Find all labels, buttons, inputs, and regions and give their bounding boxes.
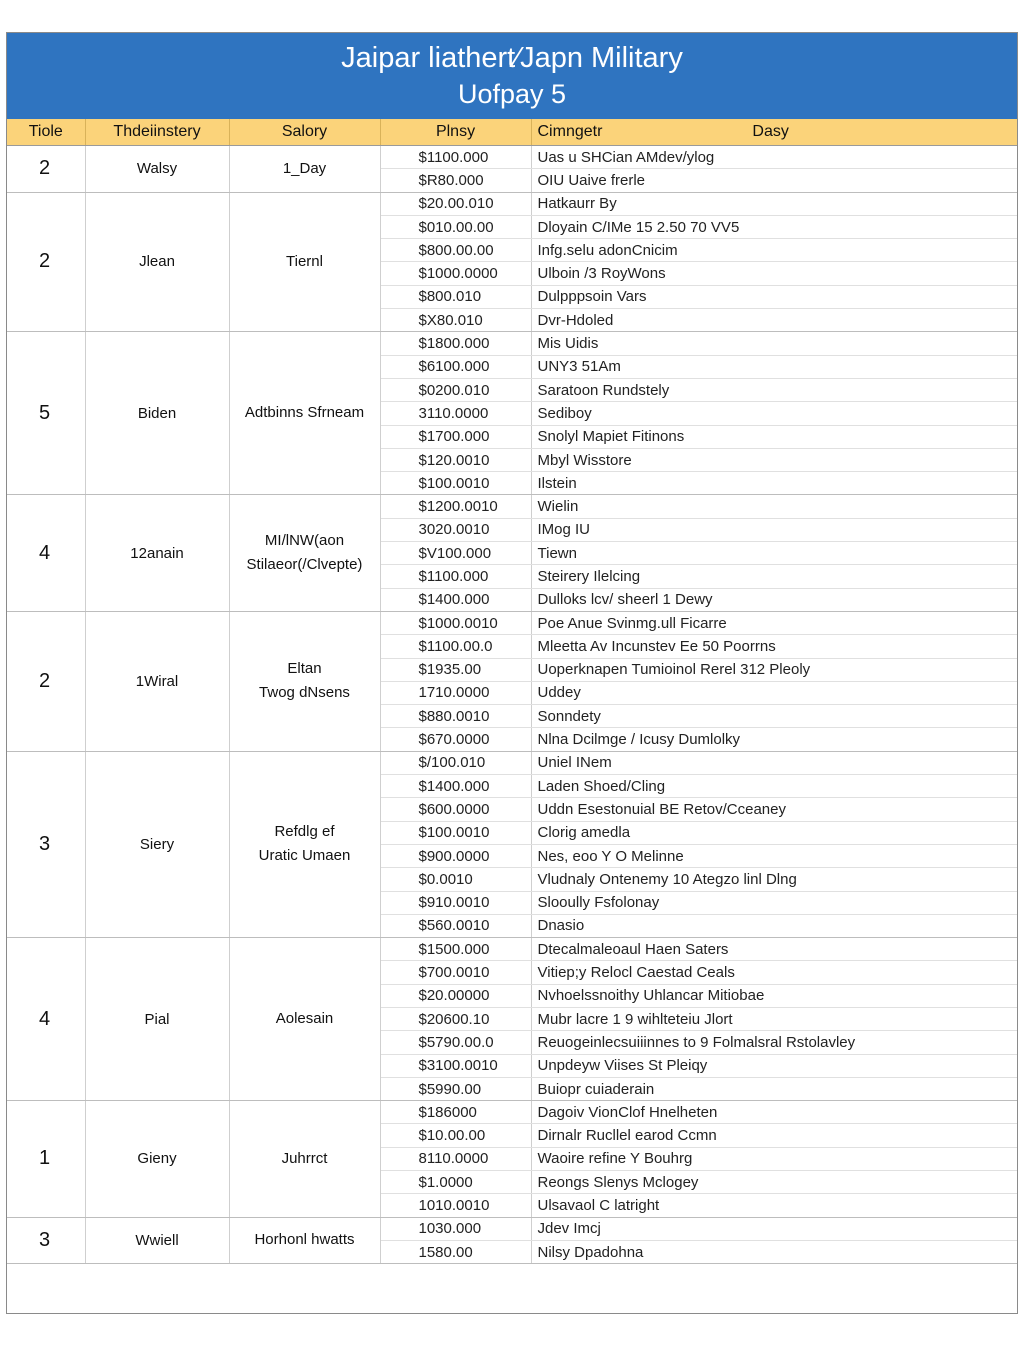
pay-cell: 3020.0010: [380, 518, 531, 541]
pay-cell: $120.0010: [380, 448, 531, 471]
change-cell: Ilstein: [531, 472, 1017, 495]
table-row: [7, 495, 1017, 518]
pay-sheet: [6, 32, 1018, 1314]
pay-cell: 8110.0000: [380, 1147, 531, 1170]
pay-cell: $20600.10: [380, 1007, 531, 1030]
header-rank: Tiole: [7, 119, 85, 146]
change-cell: Dtecalmaleoaul Haen Saters: [531, 938, 1017, 961]
salary-line: 1_Day: [282, 159, 327, 177]
pay-cell: $880.0010: [380, 705, 531, 728]
change-cell: Vludnaly Ontenemy 10 Ategzo linl Dlng: [531, 868, 1017, 891]
change-cell: Ulboin /3 RoyWons: [531, 262, 1017, 285]
salary-line: Tiernl: [286, 252, 323, 270]
pay-cell: $20.00.010: [380, 192, 531, 215]
nationality-cell: 12anain: [85, 495, 229, 611]
salary-cell: [229, 146, 380, 193]
pay-cell: $5790.00.0: [380, 1031, 531, 1054]
change-cell: Laden Shoed/Cling: [531, 775, 1017, 798]
change-cell: Nes, eoo Y O Melinne: [531, 844, 1017, 867]
nationality-cell: Jlean: [85, 192, 229, 332]
change-cell: Dulpppsoin Vars: [531, 285, 1017, 308]
salary-line: Refdlg ef: [274, 823, 335, 841]
salary-line: Uratic Umaen: [258, 847, 351, 865]
table-row: [7, 751, 1017, 774]
pay-cell: $20.00000: [380, 984, 531, 1007]
pay-cell: $700.0010: [380, 961, 531, 984]
change-cell: Nlna Dcilmge / Icusy Dumlolky: [531, 728, 1017, 751]
pay-cell: $670.0000: [380, 728, 531, 751]
pay-cell: 1030.000: [380, 1217, 531, 1240]
change-cell: IMog IU: [531, 518, 1017, 541]
pay-cell: $800.010: [380, 285, 531, 308]
change-cell: Wielin: [531, 495, 1017, 518]
pay-table: [7, 119, 1018, 1264]
change-cell: Uoperknapen Tumioinol Rerel 312 Pleoly: [531, 658, 1017, 681]
change-cell: Hatkaurr By: [531, 192, 1017, 215]
change-cell: Mleetta Av Incunstev Ee 50 Poorrns: [531, 635, 1017, 658]
pay-cell: $100.0010: [380, 821, 531, 844]
pay-cell: $3100.0010: [380, 1054, 531, 1077]
change-cell: Dnasio: [531, 914, 1017, 937]
pay-cell: 1580.00: [380, 1240, 531, 1263]
header-nationality: Thdeiinstery: [85, 119, 229, 146]
pay-cell: 1710.0000: [380, 681, 531, 704]
nationality-cell: Biden: [85, 332, 229, 495]
table-row: [7, 192, 1017, 215]
change-cell: Tiewn: [531, 542, 1017, 565]
change-cell: Waoire refine Y Bouhrg: [531, 1147, 1017, 1170]
change-cell: Uddey: [531, 681, 1017, 704]
header-day: Dasy: [752, 123, 789, 140]
salary-cell: [229, 938, 380, 1101]
change-cell: Infg.selu adonCnicim: [531, 239, 1017, 262]
salary-line: Aolesain: [275, 1010, 334, 1028]
pay-cell: 3110.0000: [380, 402, 531, 425]
salary-cell: [229, 1217, 380, 1264]
salary-cell: [229, 332, 380, 495]
salary-cell: [229, 611, 380, 751]
pay-cell: $900.0000: [380, 844, 531, 867]
table-row: [7, 1101, 1017, 1124]
pay-cell: $800.00.00: [380, 239, 531, 262]
pay-cell: $1800.000: [380, 332, 531, 355]
pay-cell: $560.0010: [380, 914, 531, 937]
pay-cell: $R80.000: [380, 169, 531, 192]
change-cell: Uas u SHCian AMdev/ylog: [531, 146, 1017, 169]
pay-cell: $V100.000: [380, 542, 531, 565]
nationality-cell: Gieny: [85, 1101, 229, 1217]
salary-line: Twog dNsens: [259, 684, 350, 702]
change-cell: Uddn Esestonuial BE Retov/Cceaney: [531, 798, 1017, 821]
pay-cell: $1100.000: [380, 565, 531, 588]
change-cell: Nvhoelssnoithy Uhlancar Mitiobae: [531, 984, 1017, 1007]
title-bar: [7, 33, 1017, 119]
change-cell: Dvr-Hdoled: [531, 309, 1017, 332]
change-cell: Sediboy: [531, 402, 1017, 425]
nationality-cell: Wwiell: [85, 1217, 229, 1264]
page-title: Jaipar liathert∕Japn Military: [341, 42, 683, 74]
pay-cell: $910.0010: [380, 891, 531, 914]
pay-cell: $1000.0010: [380, 611, 531, 634]
rank-cell: 3: [7, 1217, 85, 1264]
change-cell: Vitiep;y Relocl Caestad Ceals: [531, 961, 1017, 984]
pay-cell: $010.00.00: [380, 215, 531, 238]
rank-cell: 2: [7, 192, 85, 332]
change-cell: Dulloks lcv/ sheerl 1 Dewy: [531, 588, 1017, 611]
change-cell: Reongs Slenys Mclogey: [531, 1171, 1017, 1194]
pay-cell: $X80.010: [380, 309, 531, 332]
nationality-cell: Pial: [85, 938, 229, 1101]
pay-cell: $10.00.00: [380, 1124, 531, 1147]
salary-line: Horhonl hwatts: [254, 1231, 355, 1249]
pay-cell: $600.0000: [380, 798, 531, 821]
pay-cell: $1100.00.0: [380, 635, 531, 658]
pay-cell: $1000.0000: [380, 262, 531, 285]
rank-cell: 2: [7, 611, 85, 751]
change-cell: Dloyain C/IMe 15 2.50 70 VV5: [531, 215, 1017, 238]
change-cell: Mubr lacre 1 9 wihlteteiu Jlort: [531, 1007, 1017, 1030]
change-cell: Dagoiv VionClof Hnelheten: [531, 1101, 1017, 1124]
pay-cell: $6100.000: [380, 355, 531, 378]
header-changes: Cimngetr: [537, 123, 603, 140]
pay-cell: $186000: [380, 1101, 531, 1124]
change-cell: Reuogeinlecsuiiinnes to 9 Folmalsral Rstolavley: [531, 1031, 1017, 1054]
change-cell: Snolyl Mapiet Fitinons: [531, 425, 1017, 448]
pay-cell: 1010.0010: [380, 1194, 531, 1217]
page-subtitle: Uofpay 5: [457, 79, 567, 109]
pay-cell: $1400.000: [380, 588, 531, 611]
pay-cell: $1200.0010: [380, 495, 531, 518]
salary-line: Stilaeor(/Clvepte): [246, 556, 363, 574]
change-cell: Uniel INem: [531, 751, 1017, 774]
rank-cell: 4: [7, 495, 85, 611]
change-cell: Ulsavaol C latright: [531, 1194, 1017, 1217]
rank-cell: 5: [7, 332, 85, 495]
pay-cell: $/100.010: [380, 751, 531, 774]
change-cell: Buiopr cuiaderain: [531, 1077, 1017, 1100]
nationality-cell: Walsy: [85, 146, 229, 193]
salary-line: Juhrrct: [281, 1149, 328, 1167]
change-cell: Mis Uidis: [531, 332, 1017, 355]
pay-cell: $100.0010: [380, 472, 531, 495]
rank-cell: 4: [7, 938, 85, 1101]
pay-cell: $1500.000: [380, 938, 531, 961]
salary-line: MI/lNW(aon: [264, 532, 345, 550]
table-row: [7, 611, 1017, 634]
salary-cell: [229, 1101, 380, 1217]
pay-cell: $1400.000: [380, 775, 531, 798]
change-cell: Dirnalr Rucllel earod Ccmn: [531, 1124, 1017, 1147]
rank-cell: 3: [7, 751, 85, 937]
nationality-cell: Siery: [85, 751, 229, 937]
change-cell: Jdev Imcj: [531, 1217, 1017, 1240]
rank-cell: 2: [7, 146, 85, 193]
change-cell: OIU Uaive frerle: [531, 169, 1017, 192]
table-row: [7, 1217, 1017, 1240]
change-cell: Poe Anue Svinmg.ull Ficarre: [531, 611, 1017, 634]
table-body: [7, 146, 1017, 1264]
pay-cell: $0.0010: [380, 868, 531, 891]
change-cell: Nilsy Dpadohna: [531, 1240, 1017, 1263]
salary-line: Eltan: [287, 660, 322, 678]
change-cell: Mbyl Wisstore: [531, 448, 1017, 471]
pay-cell: $1935.00: [380, 658, 531, 681]
pay-cell: $5990.00: [380, 1077, 531, 1100]
table-row: [7, 332, 1017, 355]
header-pay: Plnsy: [380, 119, 531, 146]
change-cell: Unpdeyw Viises St Pleiqy: [531, 1054, 1017, 1077]
change-cell: Steirery Ilelcing: [531, 565, 1017, 588]
header-salary: Salory: [229, 119, 380, 146]
header-changes-day: [531, 119, 1017, 146]
change-cell: Clorig amedla: [531, 821, 1017, 844]
salary-line: Adtbinns Sfrneam: [244, 404, 365, 422]
header-row: [7, 119, 1017, 146]
pay-cell: $1.0000: [380, 1171, 531, 1194]
nationality-cell: 1Wiral: [85, 611, 229, 751]
rank-cell: 1: [7, 1101, 85, 1217]
change-cell: UNY3 51Am: [531, 355, 1017, 378]
table-row: [7, 146, 1017, 169]
pay-cell: $1100.000: [380, 146, 531, 169]
change-cell: Saratoon Rundstely: [531, 378, 1017, 401]
change-cell: Slooully Fsfolonay: [531, 891, 1017, 914]
change-cell: Sonndety: [531, 705, 1017, 728]
pay-cell: $1700.000: [380, 425, 531, 448]
salary-cell: [229, 751, 380, 937]
salary-cell: [229, 495, 380, 611]
table-row: [7, 938, 1017, 961]
salary-cell: [229, 192, 380, 332]
pay-cell: $0200.010: [380, 378, 531, 401]
